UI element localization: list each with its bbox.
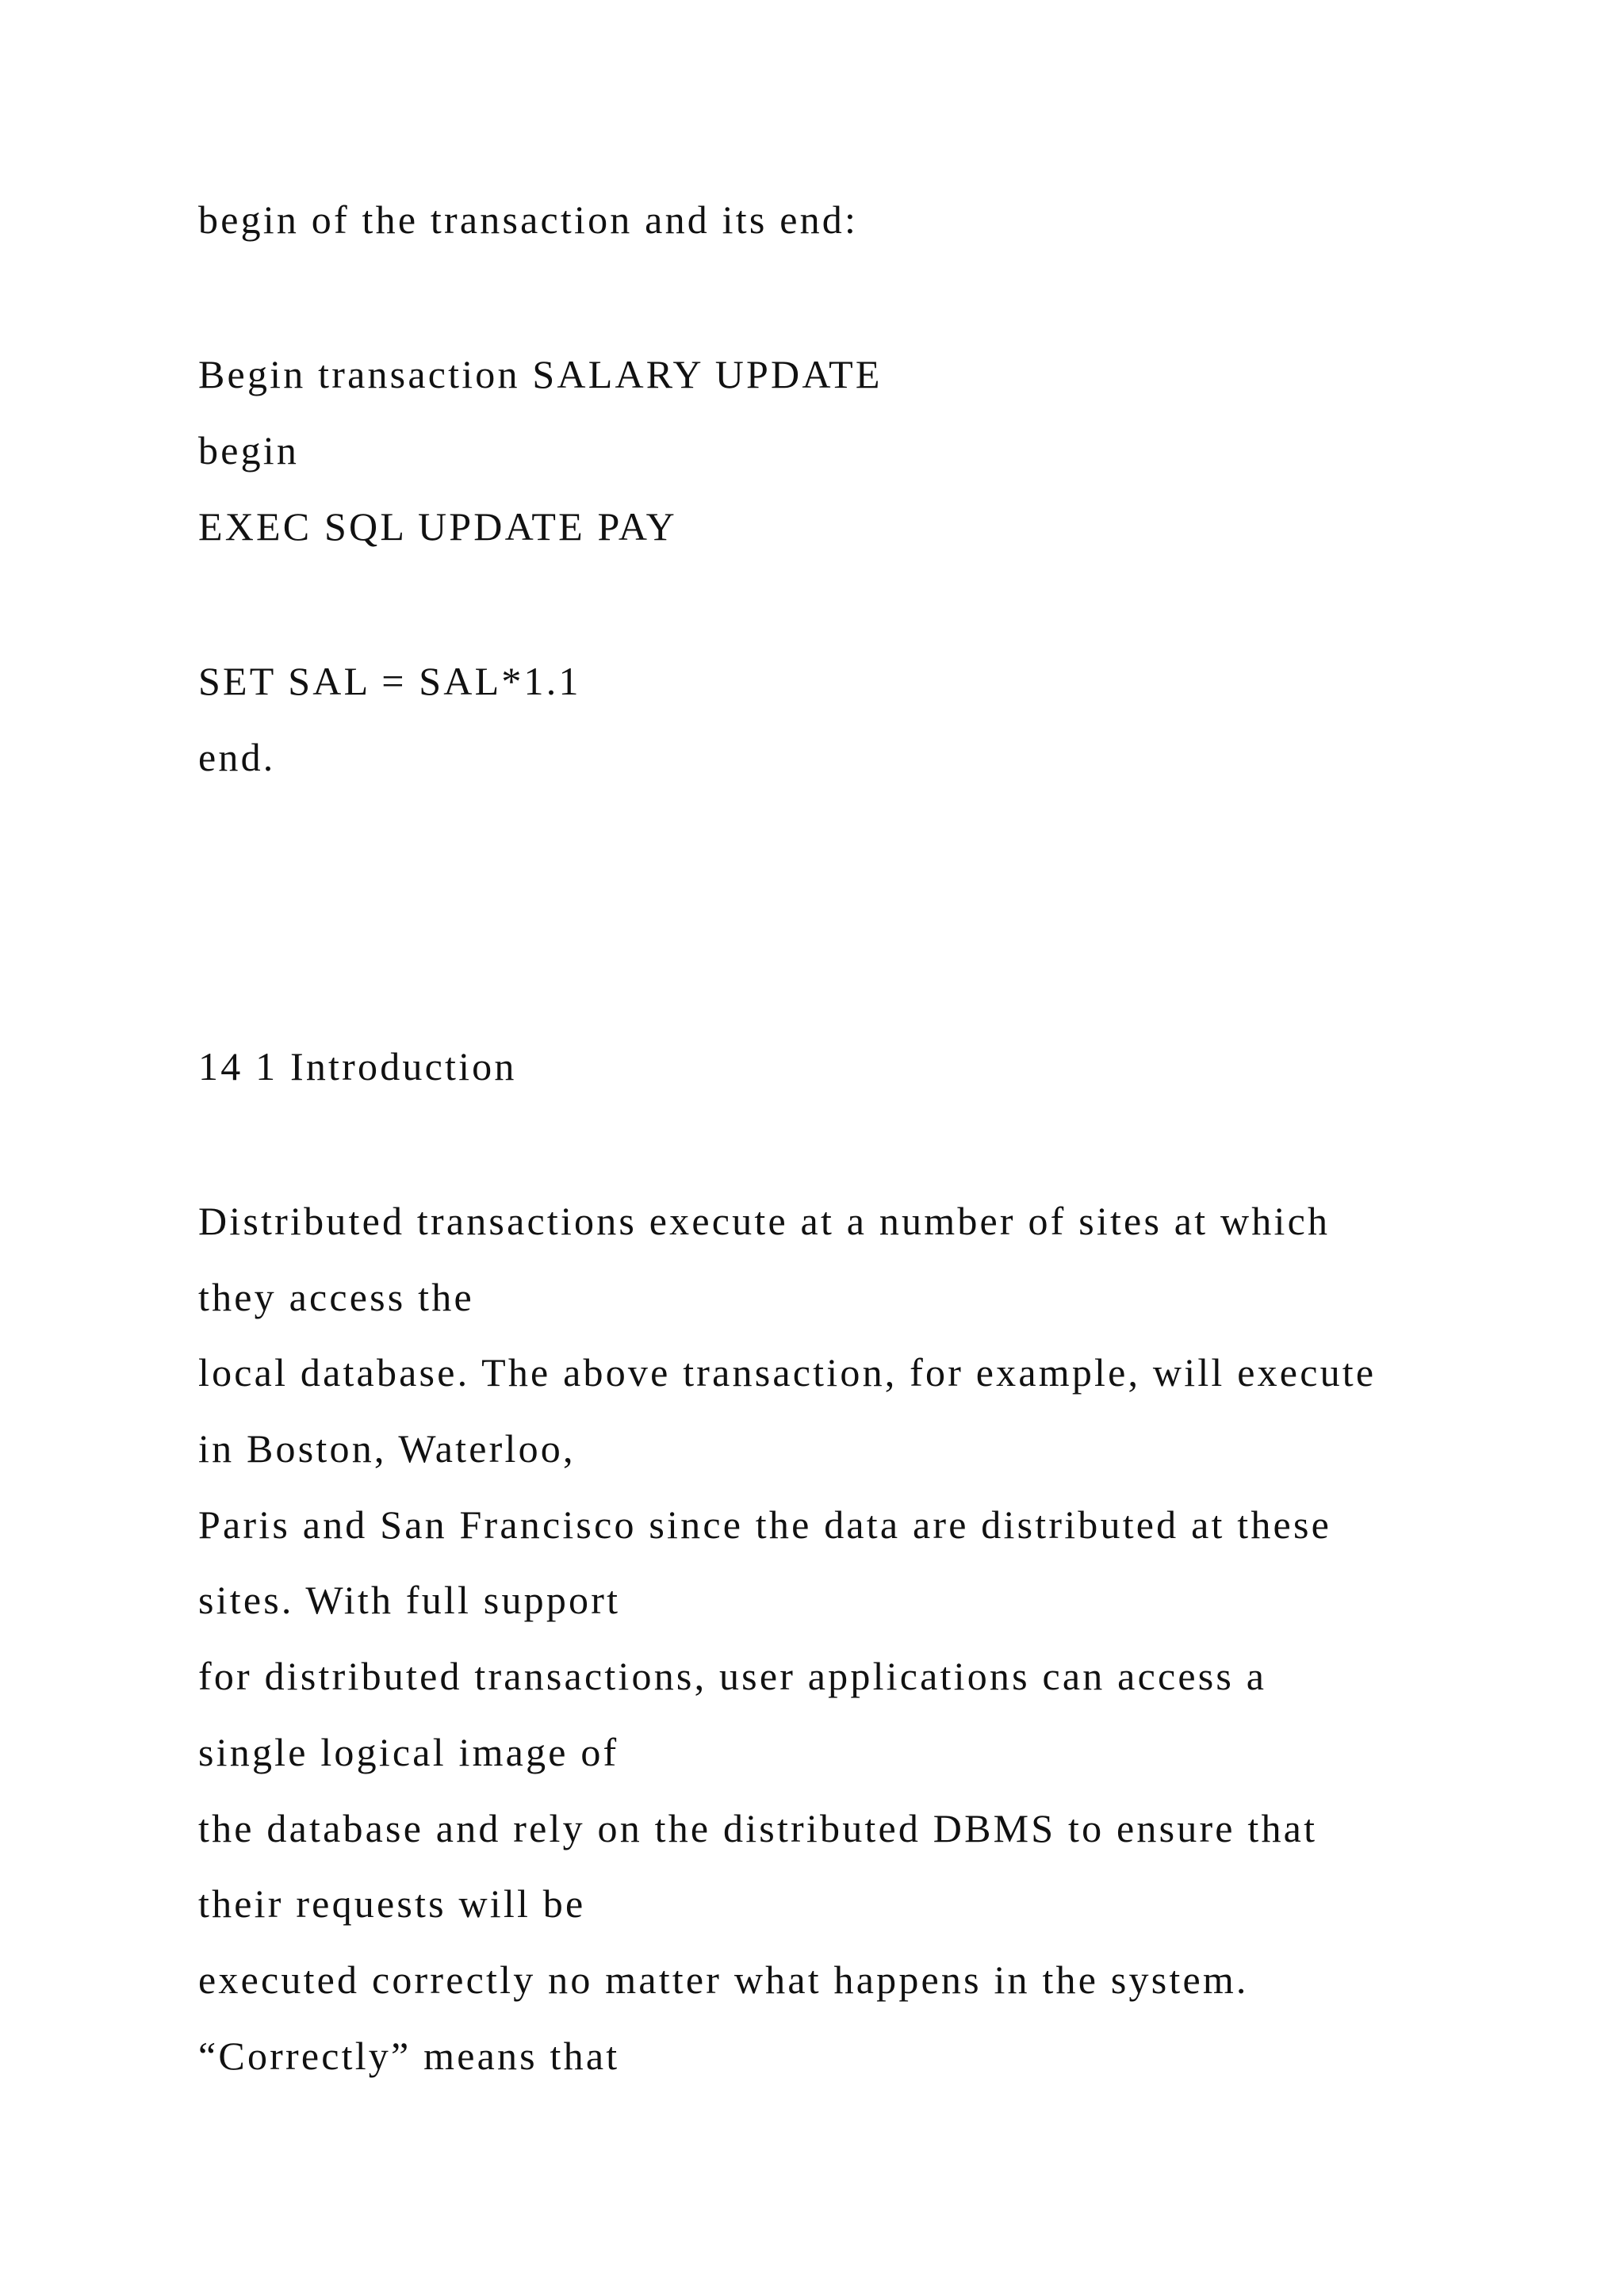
section-heading: 14 1 Introduction (198, 1044, 517, 1089)
paragraph-line: sites. With full support (198, 1578, 621, 1622)
code-line: Begin transaction SALARY UPDATE (198, 352, 883, 396)
code-line: end. (198, 735, 276, 779)
code-line: begin (198, 428, 300, 473)
paragraph-line: local database. The above transaction, for example, will execute (198, 1350, 1377, 1395)
code-line: SET SAL = SAL*1.1 (198, 659, 581, 703)
paragraph-line: in Boston, Waterloo, (198, 1426, 576, 1471)
paragraph-line: single logical image of (198, 1730, 619, 1774)
paragraph-line: for distributed transactions, user applications can access a (198, 1654, 1267, 1698)
code-line: EXEC SQL UPDATE PAY (198, 504, 677, 549)
paragraph-line: Distributed transactions execute at a number of sites at which (198, 1199, 1331, 1243)
text-line: begin of the transaction and its end: (198, 197, 859, 242)
paragraph-line: the database and rely on the distributed DBMS to ensure that (198, 1806, 1318, 1850)
paragraph-line: Paris and San Francisco since the data are distributed at these (198, 1502, 1331, 1547)
paragraph-line: executed correctly no matter what happens in the system. (198, 1957, 1249, 2002)
paragraph-line: they access the (198, 1275, 474, 1319)
paragraph-line: “Correctly” means that (198, 2034, 620, 2078)
paragraph-line: their requests will be (198, 1881, 586, 1926)
